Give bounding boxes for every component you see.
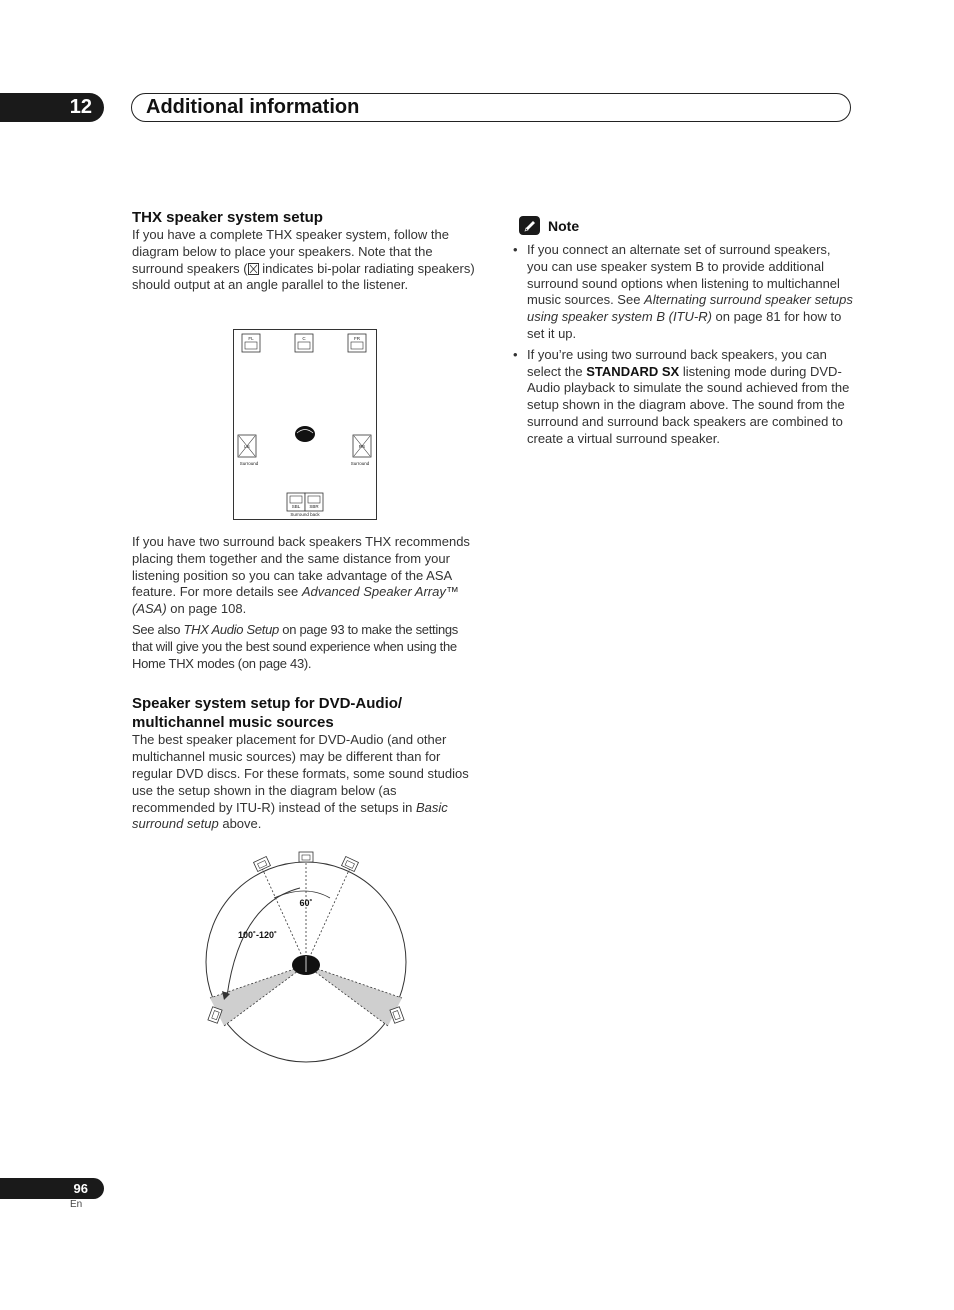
thx-p3-text: See also bbox=[132, 621, 184, 637]
page-number-tab bbox=[0, 1178, 104, 1199]
listener-icon bbox=[295, 426, 315, 442]
note-b1-text: If you connect an alternate set of surround speakers, you can use speaker system B to provide additional surround sound options when listening to multichannel music sources. See bbox=[527, 242, 840, 308]
thx-p1-text: If you have a complete THX speaker system, follow the diagram below to place your speakers. Note that the surround speakers ( bbox=[132, 227, 449, 276]
note-label: Note bbox=[548, 217, 580, 234]
speaker-fl-label: FL bbox=[248, 336, 254, 341]
standard-sx-mode: STANDARD SX bbox=[586, 363, 680, 379]
thx-audio-setup-reference: THX Audio Setup bbox=[183, 621, 279, 637]
note-section bbox=[513, 242, 853, 452]
itu-front-center-speaker-icon bbox=[299, 852, 313, 862]
speaker-sbr-label: SBR bbox=[309, 504, 319, 509]
chapter-title: Additional information bbox=[146, 96, 360, 118]
note-bullet-2 bbox=[513, 347, 853, 448]
itu-surround-left-speaker-icon bbox=[208, 1007, 222, 1024]
page-number: 96 bbox=[73, 1181, 88, 1196]
speaker-sbl-label: SBL bbox=[291, 504, 301, 509]
speaker-c-label: C bbox=[302, 336, 306, 341]
itu-r-speaker-diagram bbox=[200, 848, 412, 1070]
note-bullet-1 bbox=[513, 242, 853, 343]
basic-surround-reference: Basic surround setup bbox=[132, 799, 448, 832]
thx-p2-end: on page 108. bbox=[166, 601, 247, 617]
alternating-setup-reference: Alternating surround speaker setups using speaker system B (ITU-R) bbox=[527, 292, 853, 325]
thx-paragraph-3 bbox=[132, 622, 478, 672]
asa-reference: Advanced Speaker Array™ (ASA) bbox=[132, 584, 459, 617]
itu-surround-right-speaker-icon bbox=[390, 1007, 404, 1024]
surround-right-label: Surround bbox=[350, 461, 370, 466]
dvd-paragraph bbox=[132, 732, 478, 833]
thx-p1-text-end: indicates bi-polar radiating speakers) should output at an angle parallel to the listener. bbox=[132, 260, 475, 293]
note-b2-text: If you’re using two surround back speakers, you can select the bbox=[527, 346, 827, 379]
speaker-ls-label: LS bbox=[244, 444, 250, 449]
language-code: En bbox=[70, 1199, 83, 1210]
note-b2-end: listening mode during DVD-Audio playback to simulate the sound achieved from the setup shown in the diagram above. The sound from the surround and surround back speakers are combined to create a virtual surround speaker. bbox=[527, 363, 850, 446]
note-header bbox=[519, 216, 579, 235]
bipolar-speaker-icon bbox=[248, 263, 259, 275]
itu-listener-icon bbox=[292, 955, 320, 975]
thx-p2-text: If you have two surround back speakers THX recommends placing them together and the same distance from your listening position so you can take advantage of the ASA feature. For more details see bbox=[132, 534, 470, 600]
thx-paragraph-1 bbox=[132, 227, 478, 294]
dvd-p1-end: above. bbox=[218, 816, 262, 832]
thx-section-continued bbox=[132, 534, 478, 837]
speaker-rs-label: RS bbox=[358, 444, 366, 449]
dvd-heading-line2: multichannel music sources bbox=[132, 714, 334, 732]
thx-section bbox=[132, 208, 478, 298]
thx-paragraph-2 bbox=[132, 534, 478, 618]
thx-p3-end: on page 93 to make the settings that will give you the best sound experience when using the Home THX modes (on page 43). bbox=[132, 621, 459, 671]
surround-left-label: Surround bbox=[239, 461, 259, 466]
chapter-number: 12 bbox=[69, 96, 92, 118]
dvd-heading-line1: Speaker system setup for DVD-Audio/ bbox=[132, 695, 403, 713]
pencil-icon bbox=[519, 216, 540, 235]
thx-speaker-diagram bbox=[233, 329, 378, 521]
angle-100-120-label: 100˚-120˚ bbox=[238, 930, 278, 940]
angle-60-label: 60˚ bbox=[299, 898, 313, 908]
chapter-number-tab bbox=[0, 93, 104, 122]
surround-back-label: Surround back bbox=[290, 512, 320, 517]
speaker-fr-label: FR bbox=[354, 336, 360, 341]
thx-heading: THX speaker system setup bbox=[132, 209, 323, 226]
note-b1-end: on page 81 for how to set it up. bbox=[527, 309, 842, 341]
dvd-p1-text: The best speaker placement for DVD-Audio (and other multichannel music sources) may be different than for regular DVD discs. For these formats, some sound studios use the setup shown in the diagram below (as recommended by ITU-R) instead of the setups in bbox=[132, 732, 469, 815]
